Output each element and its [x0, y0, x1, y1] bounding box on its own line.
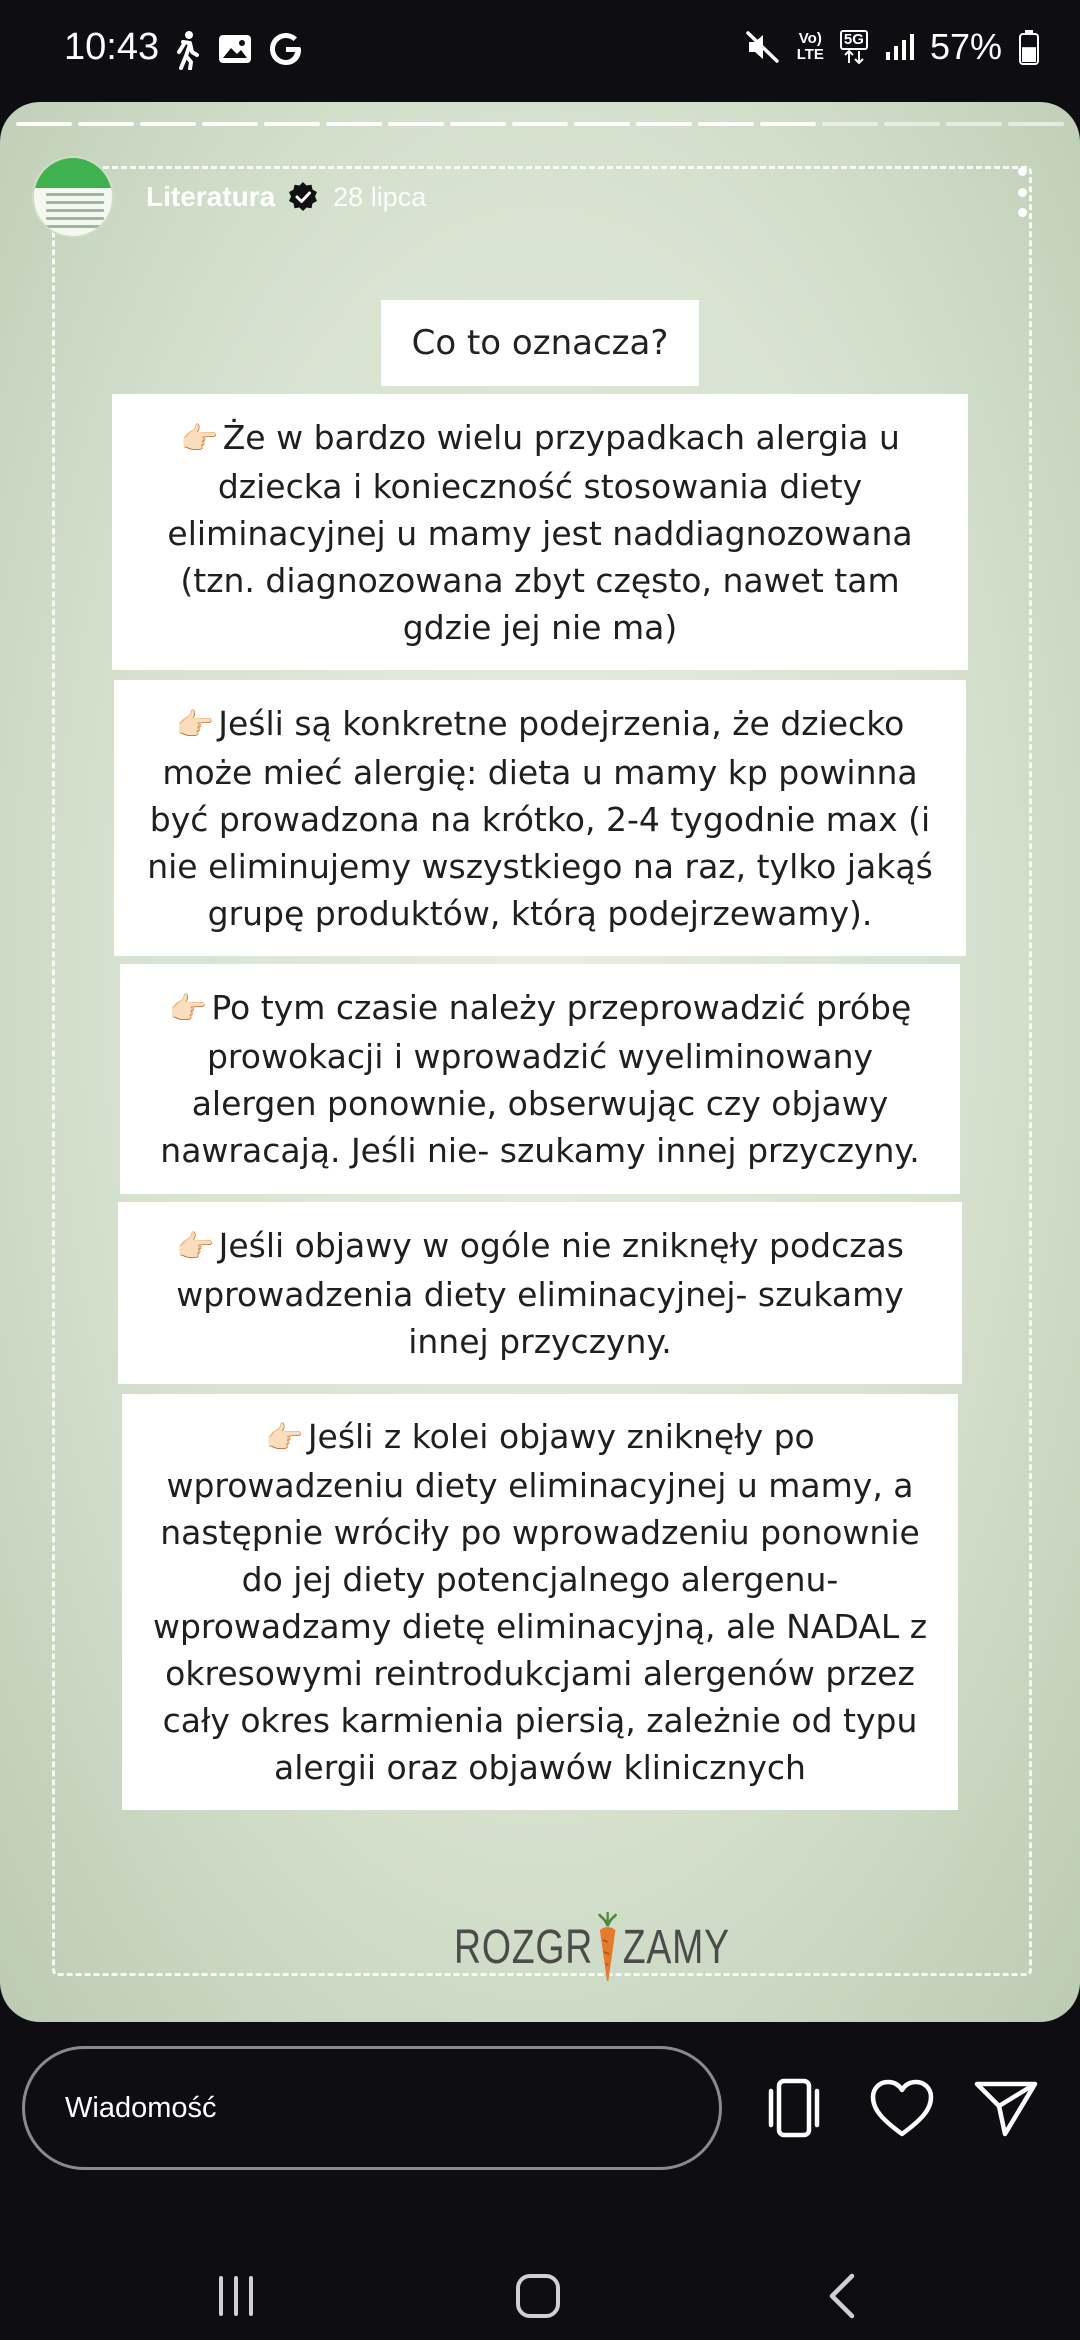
- info-card-2: 👉🏻 Jeśli są konkretne podejrzenia, że dziecko może mieć alergię: dieta u mamy kp powinna być prowadzona na krótko, 2-4 tygodnie max (i nie eliminujemy wszystkiego na raz, tylko jakąś grupę produktów, którą podejrzewamy).: [114, 680, 966, 956]
- progress-segment: [884, 122, 940, 126]
- progress-segment: [388, 122, 444, 126]
- signal-icon: [884, 32, 914, 62]
- verified-badge-icon: [287, 181, 319, 213]
- 5g-icon: 5G: [840, 30, 868, 64]
- status-time: 10:43: [64, 26, 160, 68]
- progress-segment: [822, 122, 878, 126]
- image-icon: [216, 30, 254, 68]
- heart-icon[interactable]: [862, 2068, 942, 2148]
- progress-segment: [1008, 122, 1064, 126]
- story-date: 28 lipca: [333, 181, 427, 212]
- send-icon[interactable]: [966, 2068, 1046, 2148]
- progress-segment: [264, 122, 320, 126]
- progress-segment: [636, 122, 692, 126]
- mute-icon: [745, 29, 781, 65]
- pointing-hand-icon: 👉🏻: [180, 420, 219, 457]
- home-icon[interactable]: [498, 2256, 578, 2336]
- story-progress-bar: [16, 122, 1064, 128]
- google-icon: [268, 30, 304, 68]
- progress-segment: [946, 122, 1002, 126]
- status-bar: [0, 0, 1080, 100]
- message-input[interactable]: [22, 2046, 722, 2170]
- progress-segment: [760, 122, 816, 126]
- status-left-icons: [170, 30, 304, 70]
- progress-segment: [140, 122, 196, 126]
- volte-icon: Vo) LTE: [796, 30, 824, 63]
- pointing-hand-icon: 👉🏻: [175, 706, 215, 743]
- story-username[interactable]: Literatura: [146, 181, 276, 212]
- progress-segment: [326, 122, 382, 126]
- progress-segment: [450, 122, 506, 126]
- info-card-3: 👉🏻 Po tym czasie należy przeprowadzić próbę prowokacji i wprowadzić wyeliminowany alergen ponownie, obserwując czy objawy nawracają. Jeśli nie- szukamy innej przyczyny.: [120, 964, 960, 1194]
- info-card-5: 👉🏻 Jeśli z kolei objawy zniknęły po wprowadzeniu diety eliminacyjnej u mamy, a następnie wróciły po wprowadzeniu ponownie do jej diety potencjalnego alergenu- wprowadzamy dietę eliminacyjną, ale NADAL z okresowymi reintrodukcjami alergenów przez cały okres karmienia piersią, zależnie od typu alergii oraz objawów klinicznych: [122, 1394, 958, 1810]
- carrot-icon: [595, 1912, 622, 1982]
- progress-segment: [16, 122, 72, 126]
- info-card-4: 👉🏻 Jeśli objawy w ogóle nie zniknęły podczas wprowadzenia diety eliminacyjnej- szukamy innej przyczyny.: [118, 1202, 962, 1384]
- story-title: Co to oznacza?: [381, 300, 699, 386]
- info-card-1: 👉🏻 Że w bardzo wielu przypadkach alergia u dziecka i konieczność stosowania diety eliminacyjnej u mamy jest naddiagnozowana (tzn. diagnozowana zbyt często, nawet tam gdzie jej nie ma): [112, 394, 968, 670]
- navigation-bar: [0, 2220, 1080, 2340]
- status-right: [745, 26, 1040, 68]
- more-options-icon[interactable]: [1012, 167, 1032, 217]
- pointing-hand-icon: 👉🏻: [265, 1420, 304, 1456]
- progress-segment: [574, 122, 630, 126]
- rozgryzamy-logo: ROZGR ZAMY: [454, 1902, 730, 1992]
- recent-apps-icon[interactable]: [196, 2256, 276, 2336]
- progress-segment: [202, 122, 258, 126]
- progress-segment: [512, 122, 568, 126]
- walking-icon: [170, 30, 202, 70]
- progress-segment: [78, 122, 134, 126]
- story-header: [32, 152, 426, 242]
- story-viewer[interactable]: [0, 102, 1080, 2022]
- battery-icon: [1018, 29, 1040, 65]
- progress-segment: [698, 122, 754, 126]
- back-icon[interactable]: [802, 2256, 882, 2336]
- pointing-hand-icon: 👉🏻: [168, 991, 208, 1027]
- sticker-icon[interactable]: [754, 2068, 834, 2148]
- avatar[interactable]: [32, 156, 114, 238]
- pointing-hand-icon: 👉🏻: [176, 1228, 215, 1265]
- battery-percent: 57%: [929, 26, 1002, 67]
